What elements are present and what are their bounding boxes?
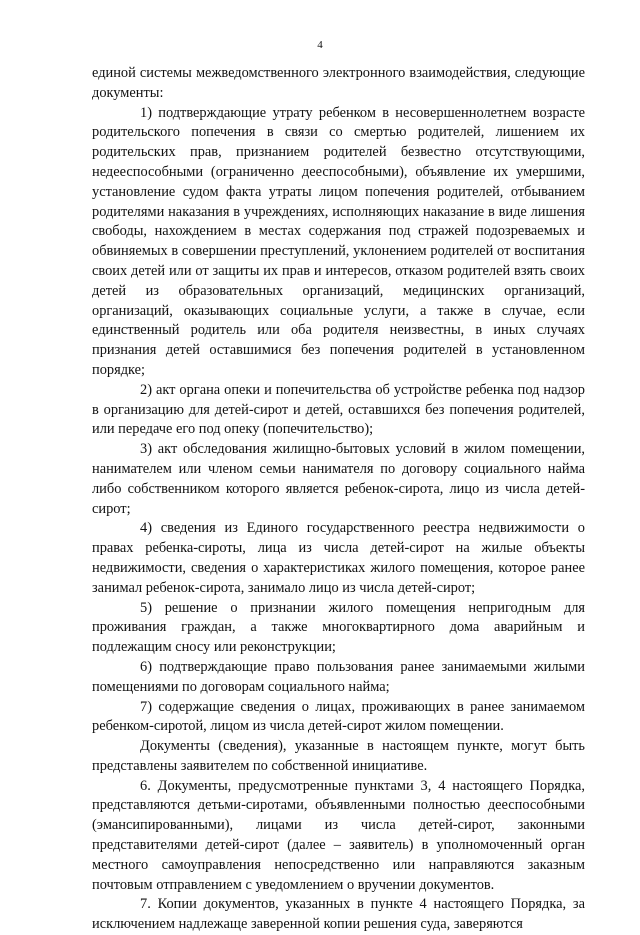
paragraph-clause-6: 6. Документы, предусмотренные пунктами 3, 4 настоящего Порядка, представляются детьми-сиротами, объявленными полностью дееспособными (эмансипированными), лицами из числа детей-сирот, законными представителями детей-сирот (далее – заявитель) в уполномоченный орган местного самоуправления непосредственно или направляются заказным почтовым отправлением с уведомлением о вручении документов. (92, 777, 585, 893)
paragraph-item-3: 3) акт обследования жилищно-бытовых условий в жилом помещении, нанимателем или членом семьи нанимателя по договору социального найма либо собственником которого является ребенок-сирота, лицо из числа детей-сирот; (92, 441, 585, 517)
paragraph-item-1: 1) подтверждающие утрату ребенком в несовершеннолетнем возрасте родительского попечения в связи со смертью родителей, лишением их родительских прав, признанием родителей безвестно отсутствующими, недееспособными (ограниченно дееспособными), объявление их умершими, установление судом факта утраты лицом попечения родителей, отбыванием родителями наказания в учреждениях, исполняющих наказание в виде лишения свободы, нахождением в местах содержания под стражей подозреваемых и обвиняемых в совершении преступлений, уклонением родителей от воспитания своих детей или от защиты их прав и интересов, отказом родителей взять своих детей из образовательных организаций, медицинских организаций, организаций, оказывающих социальные услуги, а также в случае, если единственный родитель или оба родителя неизвестны, в иных случаях признания детей оставшимися без попечения родителей в установленном порядке; (92, 104, 585, 378)
paragraph-clause-7: 7. Копии документов, указанных в пункте 4 настоящего Порядка, за исключением надлежаще заверенной копии решения суда, заверяются (92, 896, 585, 933)
paragraph-intro: единой системы межведомственного электронного взаимодействия, следующие документы: (92, 65, 585, 101)
paragraph-item-5: 5) решение о признании жилого помещения непригодным для проживания граждан, а также многоквартирного дома аварийным и подлежащим сносу или реконструкции; (92, 599, 585, 656)
paragraph-item-2: 2) акт органа опеки и попечительства об устройстве ребенка под надзор в организацию для детей-сирот и детей, оставшихся без попечения родителей, или передаче его под опеку (попечительство); (92, 381, 585, 438)
page-number: 4 (317, 39, 323, 51)
paragraph-item-7: 7) содержащие сведения о лицах, проживающих в ранее занимаемом ребенком-сиротой, лицом из числа детей-сирот жилом помещении. (92, 698, 585, 735)
paragraph-own-initiative: Документы (сведения), указанные в настоящем пункте, могут быть представлены заявителем по собственной инициативе. (92, 738, 585, 774)
document-body (92, 64, 585, 935)
paragraph-item-6: 6) подтверждающие право пользования ранее занимаемыми жилыми помещениями по договорам социального найма; (92, 658, 585, 695)
paragraph-item-4: 4) сведения из Единого государственного реестра недвижимости о правах ребенка-сироты, лица из числа детей-сирот на жилые объекты недвижимости, сведения о характеристиках жилого помещения, которое ранее занимал ребенок-сирота, занимало лицо из числа детей-сирот; (92, 520, 585, 596)
